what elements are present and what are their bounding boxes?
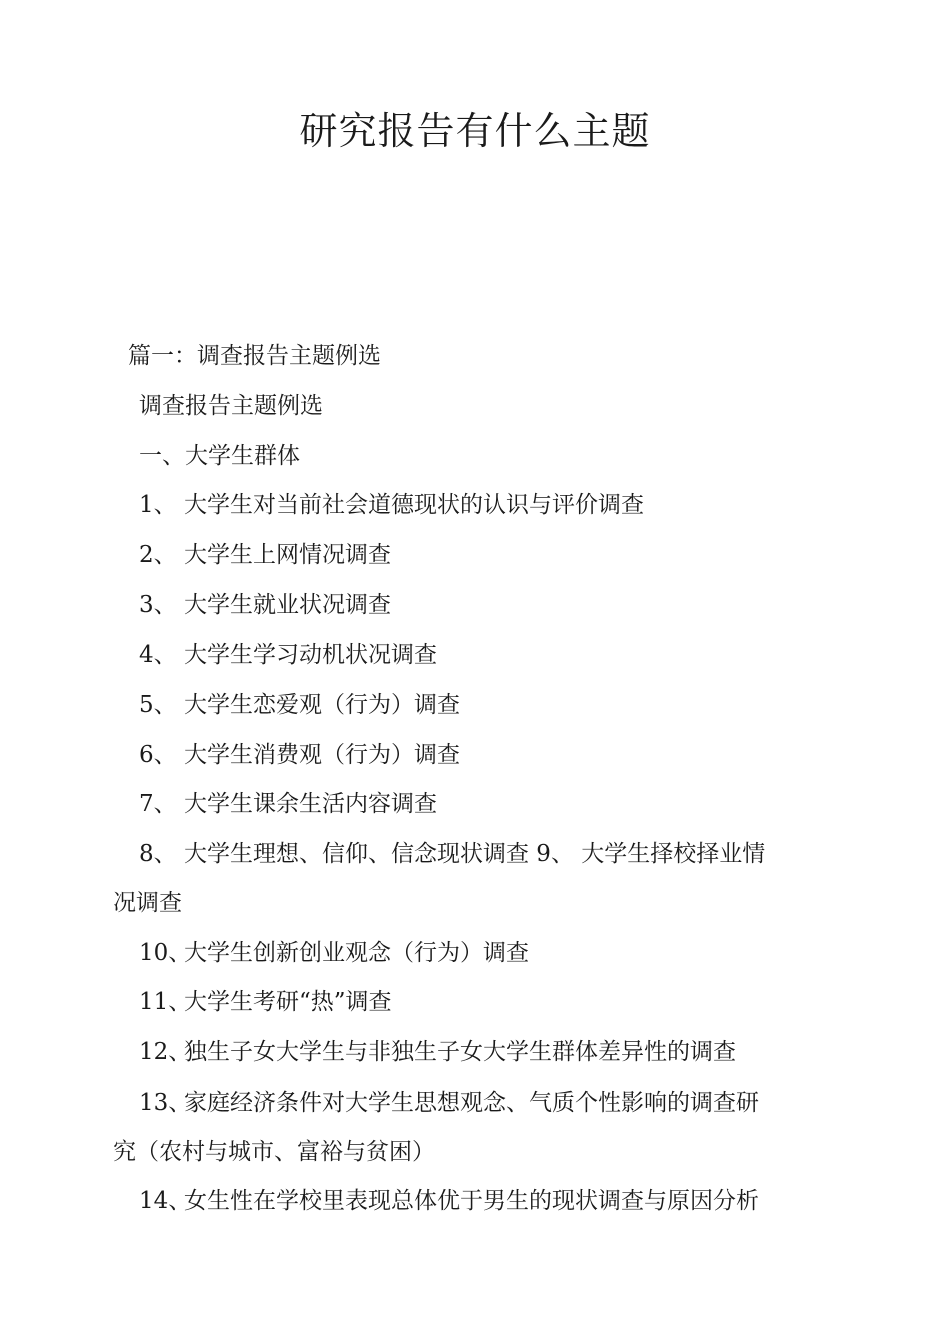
list-item <box>139 1186 759 1216</box>
list-item <box>139 789 437 819</box>
list-item-text: 大学生考研“热”调查 <box>184 989 392 1015</box>
list-item-continuation: 究（农村与城市、富裕与贫困） <box>113 1139 435 1165</box>
list-item-number: 13、 <box>139 1090 192 1116</box>
list-item-text: 大学生恋爱观（行为）调查 <box>184 692 460 718</box>
list-item-text: 大学生课余生活内容调查 <box>184 791 437 817</box>
document-title: 研究报告有什么主题 <box>299 109 651 153</box>
list-item-text: 独生子女大学生与非独生子女大学生群体差异性的调查 <box>184 1039 736 1065</box>
section-heading: 篇一：调查报告主题例选 <box>128 343 381 369</box>
list-item-number: 3、 <box>139 592 177 618</box>
list-item <box>139 1088 759 1118</box>
list-item-number: 12、 <box>139 1039 192 1065</box>
list-item <box>139 839 765 869</box>
list-item-text: 大学生上网情况调查 <box>184 542 391 568</box>
list-item-text: 大学生就业状况调查 <box>184 592 391 618</box>
list-item-number: 11、 <box>139 989 192 1015</box>
list-item-text: 大学生对当前社会道德现状的认识与评价调查 <box>184 492 644 518</box>
list-item-number: 2、 <box>139 542 177 568</box>
list-item <box>139 540 391 570</box>
list-item-number: 6、 <box>139 742 177 768</box>
subheading: 调查报告主题例选 <box>139 393 323 419</box>
list-item-number: 5、 <box>139 692 177 718</box>
list-item <box>139 740 460 770</box>
list-item-text: 女生性在学校里表现总体优于男生的现状调查与原因分析 <box>184 1188 759 1214</box>
list-item <box>139 690 460 720</box>
list-item-number: 14、 <box>139 1188 192 1214</box>
list-item-text: 大学生学习动机状况调查 <box>184 642 437 668</box>
list-item-continuation: 况调查 <box>113 890 182 916</box>
list-item-number: 1、 <box>139 492 177 518</box>
list-item-text: 大学生创新创业观念（行为）调查 <box>184 940 529 966</box>
list-item <box>139 490 644 520</box>
list-item-text: 大学生消费观（行为）调查 <box>184 742 460 768</box>
list-item <box>139 1037 736 1067</box>
list-item-text: 大学生理想、信仰、信念现状调查 9、 大学生择校择业情 <box>184 841 766 867</box>
list-item-number: 7、 <box>139 791 177 817</box>
list-item <box>139 590 391 620</box>
list-item-text: 家庭经济条件对大学生思想观念、气质个性影响的调查研 <box>184 1090 759 1116</box>
list-item <box>139 640 437 670</box>
list-item <box>139 938 529 968</box>
list-item-number: 10、 <box>139 940 192 966</box>
list-item-number: 4、 <box>139 642 177 668</box>
group-heading: 一、大学生群体 <box>139 443 300 469</box>
list-item-number: 8、 <box>139 841 177 867</box>
list-item <box>139 987 392 1017</box>
